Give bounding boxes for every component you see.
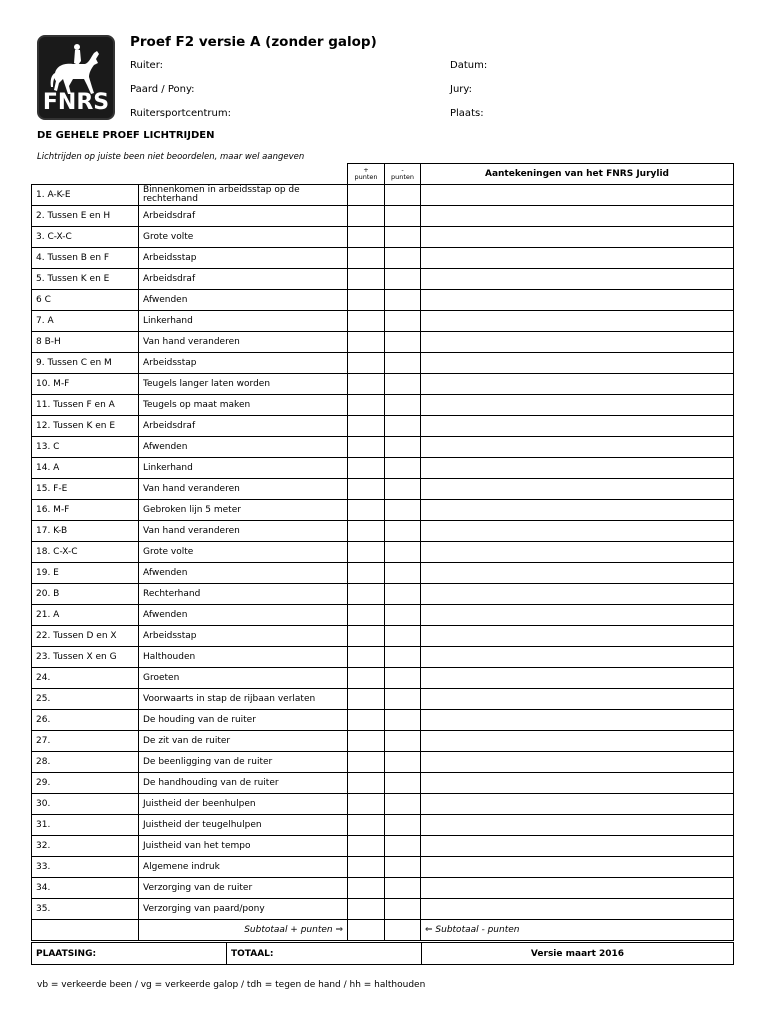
plus-points-cell[interactable] xyxy=(348,752,385,773)
exercise-number: 32. xyxy=(32,836,139,857)
table-row xyxy=(32,458,734,479)
table-row xyxy=(32,563,734,584)
minus-points-cell[interactable] xyxy=(385,878,421,899)
minus-points-cell[interactable] xyxy=(385,332,421,353)
minus-points-cell[interactable] xyxy=(385,542,421,563)
exercise-number: 22. Tussen D en X xyxy=(32,626,139,647)
plus-points-cell[interactable] xyxy=(348,542,385,563)
version-label: Versie maart 2016 xyxy=(422,943,734,965)
exercise-description: Rechterhand xyxy=(139,584,348,605)
exercise-description: De houding van de ruiter xyxy=(139,710,348,731)
ruiter-label: Ruiter: xyxy=(130,60,163,71)
exercise-description: Van hand veranderen xyxy=(139,521,348,542)
exercise-description: Halthouden xyxy=(139,647,348,668)
minus-points-cell[interactable] xyxy=(385,248,421,269)
minus-points-cell[interactable] xyxy=(385,290,421,311)
plus-points-cell[interactable] xyxy=(348,332,385,353)
table-row xyxy=(32,227,734,248)
notes-cell[interactable] xyxy=(421,899,734,920)
exercise-description: Arbeidsstap xyxy=(139,353,348,374)
exercise-description: Afwenden xyxy=(139,605,348,626)
notes-cell[interactable] xyxy=(421,878,734,899)
notes-cell[interactable] xyxy=(421,626,734,647)
jury-label: Jury: xyxy=(450,84,472,95)
table-row xyxy=(32,668,734,689)
exercise-number: 24. xyxy=(32,668,139,689)
exercise-number: 5. Tussen K en E xyxy=(32,269,139,290)
exercise-number: 18. C-X-C xyxy=(32,542,139,563)
plus-points-cell[interactable] xyxy=(348,605,385,626)
plus-points-cell[interactable] xyxy=(348,437,385,458)
table-row xyxy=(32,395,734,416)
minus-points-cell[interactable] xyxy=(385,563,421,584)
table-row xyxy=(32,416,734,437)
notes-cell[interactable] xyxy=(421,374,734,395)
exercise-number: 27. xyxy=(32,731,139,752)
notes-cell[interactable] xyxy=(421,500,734,521)
table-row xyxy=(32,857,734,878)
table-row xyxy=(32,521,734,542)
plus-points-cell[interactable] xyxy=(348,857,385,878)
minus-points-cell[interactable] xyxy=(385,353,421,374)
subtotal-minus-cell[interactable] xyxy=(385,920,421,941)
table-row xyxy=(32,290,734,311)
exercise-number: 15. F-E xyxy=(32,479,139,500)
notes-cell[interactable] xyxy=(421,521,734,542)
notes-cell[interactable] xyxy=(421,416,734,437)
exercise-number: 6 C xyxy=(32,290,139,311)
plus-points-cell[interactable] xyxy=(348,668,385,689)
exercise-number: 1. A-K-E xyxy=(32,185,139,206)
minus-points-cell[interactable] xyxy=(385,710,421,731)
notes-cell[interactable] xyxy=(421,815,734,836)
exercise-number: 33. xyxy=(32,857,139,878)
notes-cell[interactable] xyxy=(421,353,734,374)
minus-points-cell[interactable] xyxy=(385,458,421,479)
notes-cell[interactable] xyxy=(421,647,734,668)
plus-points-cell[interactable] xyxy=(348,836,385,857)
table-row xyxy=(32,752,734,773)
exercise-number: 26. xyxy=(32,710,139,731)
plus-points-cell[interactable] xyxy=(348,584,385,605)
notes-cell[interactable] xyxy=(421,542,734,563)
exercise-description: Algemene indruk xyxy=(139,857,348,878)
table-row xyxy=(32,185,734,206)
exercise-number: 14. A xyxy=(32,458,139,479)
notes-cell[interactable] xyxy=(421,395,734,416)
notes-cell[interactable] xyxy=(421,857,734,878)
minus-points-cell[interactable] xyxy=(385,773,421,794)
notes-cell[interactable] xyxy=(421,836,734,857)
datum-label: Datum: xyxy=(450,60,488,71)
subtotal-row xyxy=(32,920,734,941)
notes-header: Aantekeningen van het FNRS Jurylid xyxy=(421,164,734,185)
centrum-label: Ruitersportcentrum: xyxy=(130,108,231,119)
exercise-description: Teugels op maat maken xyxy=(139,395,348,416)
notes-cell[interactable] xyxy=(421,584,734,605)
exercise-description: Van hand veranderen xyxy=(139,479,348,500)
notes-cell[interactable] xyxy=(421,332,734,353)
notes-cell[interactable] xyxy=(421,311,734,332)
subtotal-plus-label: Subtotaal + punten ⇒ xyxy=(139,920,348,941)
notes-cell[interactable] xyxy=(421,185,734,206)
exercise-number: 19. E xyxy=(32,563,139,584)
exercise-number: 7. A xyxy=(32,311,139,332)
exercise-description: Arbeidsdraf xyxy=(139,269,348,290)
exercise-description: De zit van de ruiter xyxy=(139,731,348,752)
minus-points-cell[interactable] xyxy=(385,668,421,689)
exercise-description: Van hand veranderen xyxy=(139,332,348,353)
table-row xyxy=(32,773,734,794)
exercise-number: 30. xyxy=(32,794,139,815)
notes-cell[interactable] xyxy=(421,773,734,794)
table-row xyxy=(32,899,734,920)
plus-points-cell[interactable] xyxy=(348,521,385,542)
minus-points-cell[interactable] xyxy=(385,794,421,815)
table-row xyxy=(32,206,734,227)
totaal-field[interactable]: TOTAAL: xyxy=(227,943,422,965)
exercise-description: Grote volte xyxy=(139,227,348,248)
table-row xyxy=(32,542,734,563)
table-row xyxy=(32,878,734,899)
table-row xyxy=(32,374,734,395)
table-row xyxy=(32,689,734,710)
notes-cell[interactable] xyxy=(421,794,734,815)
notes-cell[interactable] xyxy=(421,437,734,458)
notes-cell[interactable] xyxy=(421,731,734,752)
exercise-description: Linkerhand xyxy=(139,311,348,332)
page-title: Proef F2 versie A (zonder galop) xyxy=(130,34,377,50)
score-table xyxy=(31,163,734,941)
minus-points-cell[interactable] xyxy=(385,479,421,500)
legend: vb = verkeerde been / vg = verkeerde galop / tdh = tegen de hand / hh = halthouden xyxy=(37,980,426,990)
plus-points-cell[interactable] xyxy=(348,689,385,710)
minus-points-cell[interactable] xyxy=(385,836,421,857)
table-row xyxy=(32,605,734,626)
minus-points-cell[interactable] xyxy=(385,206,421,227)
plus-points-cell[interactable] xyxy=(348,395,385,416)
exercise-number: 35. xyxy=(32,899,139,920)
plus-points-cell[interactable] xyxy=(348,500,385,521)
minus-points-cell[interactable] xyxy=(385,857,421,878)
plus-points-cell[interactable] xyxy=(348,626,385,647)
table-row xyxy=(32,479,734,500)
exercise-number: 10. M-F xyxy=(32,374,139,395)
exercise-description: Binnenkomen in arbeidsstap op de rechterhand xyxy=(139,185,348,206)
plus-points-cell[interactable] xyxy=(348,458,385,479)
exercise-number: 2. Tussen E en H xyxy=(32,206,139,227)
subtotal-plus-cell[interactable] xyxy=(348,920,385,941)
plaats-label: Plaats: xyxy=(450,108,484,119)
minus-points-cell[interactable] xyxy=(385,752,421,773)
exercise-number: 20. B xyxy=(32,584,139,605)
plus-points-cell[interactable] xyxy=(348,290,385,311)
exercise-number: 28. xyxy=(32,752,139,773)
plus-points-cell[interactable] xyxy=(348,773,385,794)
exercise-number: 17. K-B xyxy=(32,521,139,542)
minus-points-cell[interactable] xyxy=(385,815,421,836)
notes-cell[interactable] xyxy=(421,206,734,227)
minus-points-cell[interactable] xyxy=(385,500,421,521)
minus-points-cell[interactable] xyxy=(385,731,421,752)
minus-points-cell[interactable] xyxy=(385,395,421,416)
exercise-description: Verzorging van de ruiter xyxy=(139,878,348,899)
plus-points-header: + punten xyxy=(348,164,385,185)
minus-points-cell[interactable] xyxy=(385,374,421,395)
exercise-number: 25. xyxy=(32,689,139,710)
exercise-number: 8 B-H xyxy=(32,332,139,353)
minus-points-cell[interactable] xyxy=(385,605,421,626)
exercise-description: Verzorging van paard/pony xyxy=(139,899,348,920)
exercise-description: Teugels langer laten worden xyxy=(139,374,348,395)
footer-table xyxy=(31,942,734,965)
plus-points-cell[interactable] xyxy=(348,269,385,290)
table-row xyxy=(32,500,734,521)
exercise-description: Arbeidsdraf xyxy=(139,416,348,437)
notes-cell[interactable] xyxy=(421,269,734,290)
exercise-description: Afwenden xyxy=(139,290,348,311)
plus-points-cell[interactable] xyxy=(348,710,385,731)
table-row xyxy=(32,332,734,353)
exercise-description: Arbeidsstap xyxy=(139,626,348,647)
notes-cell[interactable] xyxy=(421,227,734,248)
exercise-description: Gebroken lijn 5 meter xyxy=(139,500,348,521)
plus-points-cell[interactable] xyxy=(348,311,385,332)
plus-points-cell[interactable] xyxy=(348,416,385,437)
minus-points-cell[interactable] xyxy=(385,311,421,332)
exercise-description: Voorwaarts in stap de rijbaan verlaten xyxy=(139,689,348,710)
minus-points-cell[interactable] xyxy=(385,269,421,290)
plus-points-cell[interactable] xyxy=(348,248,385,269)
table-row xyxy=(32,836,734,857)
header-spacer xyxy=(32,164,348,185)
minus-points-cell[interactable] xyxy=(385,227,421,248)
logo-text: FNRS xyxy=(42,90,110,115)
minus-points-header: - punten xyxy=(385,164,421,185)
plus-points-cell[interactable] xyxy=(348,563,385,584)
exercise-description: Grote volte xyxy=(139,542,348,563)
exercise-number: 34. xyxy=(32,878,139,899)
table-row xyxy=(32,710,734,731)
table-row xyxy=(32,311,734,332)
section-note: Lichtrijden op juiste been niet beoordelen, maar wel aangeven xyxy=(37,152,305,162)
plus-points-cell[interactable] xyxy=(348,353,385,374)
notes-cell[interactable] xyxy=(421,710,734,731)
exercise-number: 21. A xyxy=(32,605,139,626)
exercise-number: 3. C-X-C xyxy=(32,227,139,248)
table-row xyxy=(32,584,734,605)
notes-cell[interactable] xyxy=(421,563,734,584)
notes-cell[interactable] xyxy=(421,605,734,626)
exercise-number: 4. Tussen B en F xyxy=(32,248,139,269)
plus-points-cell[interactable] xyxy=(348,899,385,920)
table-row xyxy=(32,647,734,668)
notes-cell[interactable] xyxy=(421,290,734,311)
minus-points-cell[interactable] xyxy=(385,416,421,437)
minus-points-cell[interactable] xyxy=(385,437,421,458)
exercise-description: De handhouding van de ruiter xyxy=(139,773,348,794)
notes-cell[interactable] xyxy=(421,458,734,479)
minus-points-cell[interactable] xyxy=(385,899,421,920)
exercise-number: 23. Tussen X en G xyxy=(32,647,139,668)
table-row xyxy=(32,353,734,374)
plus-points-cell[interactable] xyxy=(348,878,385,899)
exercise-description: Afwenden xyxy=(139,437,348,458)
exercise-description: Afwenden xyxy=(139,563,348,584)
exercise-number: 13. C xyxy=(32,437,139,458)
exercise-number: 16. M-F xyxy=(32,500,139,521)
exercise-description: Linkerhand xyxy=(139,458,348,479)
table-row xyxy=(32,437,734,458)
plus-points-cell[interactable] xyxy=(348,479,385,500)
paard-label: Paard / Pony: xyxy=(130,84,195,95)
subtotal-spacer xyxy=(32,920,139,941)
exercise-number: 29. xyxy=(32,773,139,794)
plus-points-cell[interactable] xyxy=(348,731,385,752)
notes-cell[interactable] xyxy=(421,248,734,269)
plus-points-cell[interactable] xyxy=(348,227,385,248)
minus-points-cell[interactable] xyxy=(385,185,421,206)
plus-points-cell[interactable] xyxy=(348,815,385,836)
subtotal-minus-label: ⇐ Subtotaal - punten xyxy=(421,920,734,941)
table-row xyxy=(32,626,734,647)
plus-points-cell[interactable] xyxy=(348,794,385,815)
table-row xyxy=(32,269,734,290)
table-header-row xyxy=(32,164,734,185)
minus-points-cell[interactable] xyxy=(385,689,421,710)
plus-points-cell[interactable] xyxy=(348,374,385,395)
table-row xyxy=(32,248,734,269)
table-row xyxy=(32,731,734,752)
horse-rider-icon xyxy=(47,43,107,97)
notes-cell[interactable] xyxy=(421,479,734,500)
exercise-description: Juistheid van het tempo xyxy=(139,836,348,857)
plus-points-cell[interactable] xyxy=(348,185,385,206)
minus-points-cell[interactable] xyxy=(385,626,421,647)
notes-cell[interactable] xyxy=(421,668,734,689)
plaatsing-field[interactable]: PLAATSING: xyxy=(32,943,227,965)
section-title: DE GEHELE PROEF LICHTRIJDEN xyxy=(37,130,215,141)
table-row xyxy=(32,815,734,836)
exercise-number: 9. Tussen C en M xyxy=(32,353,139,374)
plus-points-cell[interactable] xyxy=(348,206,385,227)
exercise-description: Groeten xyxy=(139,668,348,689)
plus-points-cell[interactable] xyxy=(348,647,385,668)
exercise-description: Arbeidsdraf xyxy=(139,206,348,227)
notes-cell[interactable] xyxy=(421,689,734,710)
exercise-description: Juistheid der teugelhulpen xyxy=(139,815,348,836)
exercise-number: 12. Tussen K en E xyxy=(32,416,139,437)
minus-points-cell[interactable] xyxy=(385,647,421,668)
exercise-description: Juistheid der beenhulpen xyxy=(139,794,348,815)
exercise-number: 31. xyxy=(32,815,139,836)
exercise-description: Arbeidsstap xyxy=(139,248,348,269)
exercise-description: De beenligging van de ruiter xyxy=(139,752,348,773)
notes-cell[interactable] xyxy=(421,752,734,773)
fnrs-logo xyxy=(37,35,115,120)
minus-points-cell[interactable] xyxy=(385,584,421,605)
table-row xyxy=(32,794,734,815)
exercise-number: 11. Tussen F en A xyxy=(32,395,139,416)
minus-points-cell[interactable] xyxy=(385,521,421,542)
